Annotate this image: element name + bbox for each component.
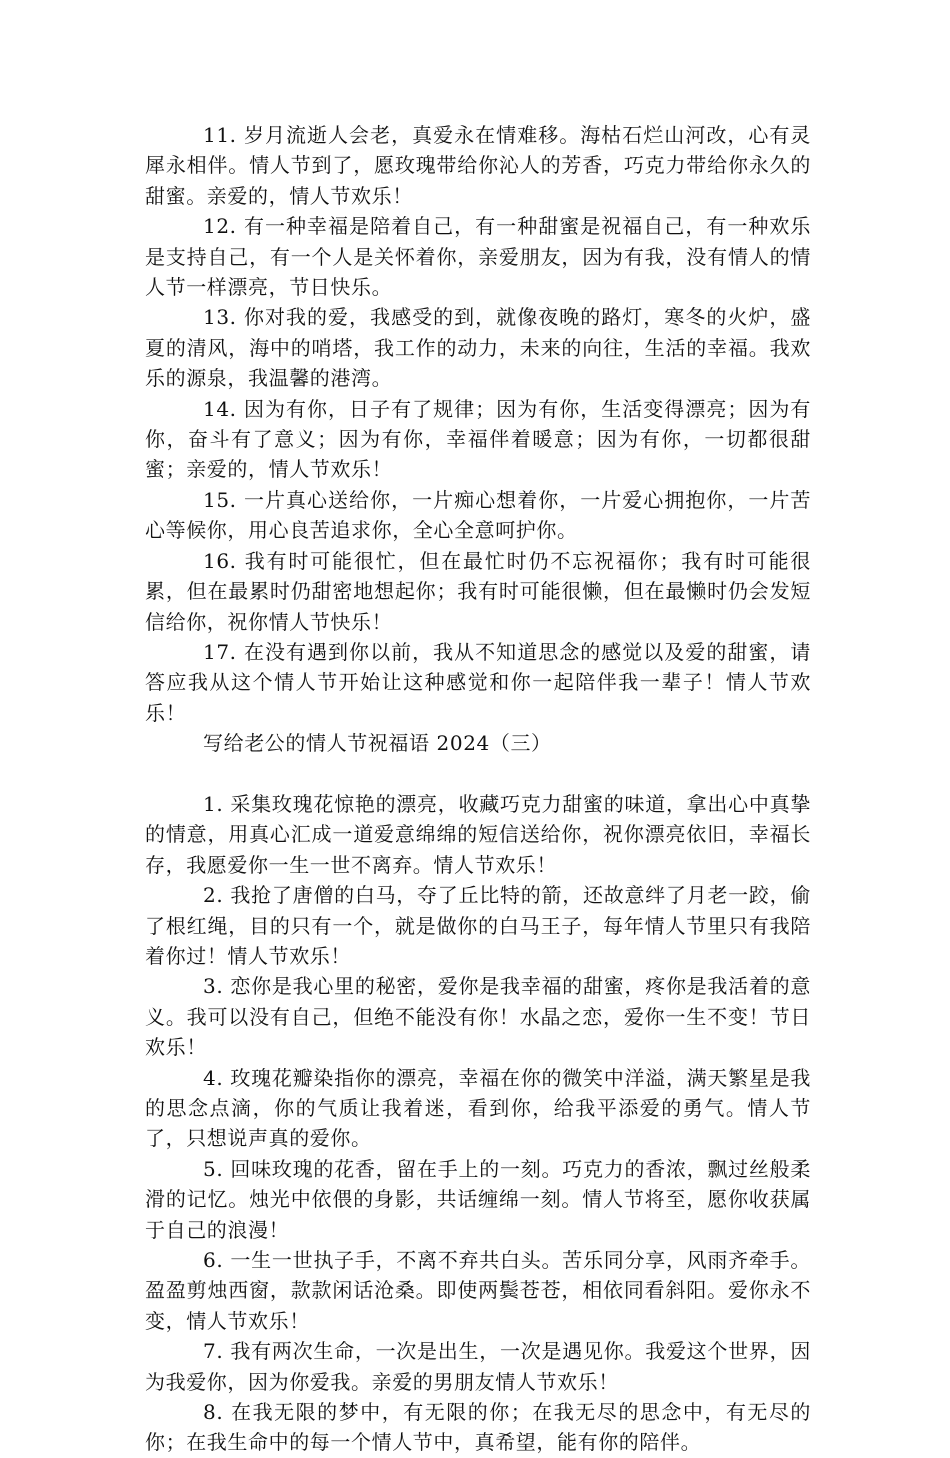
- wish-item-17: 17. 在没有遇到你以前，我从不知道思念的感觉以及爱的甜蜜，请答应我从这个情人节开始让这种感觉和你一起陪伴我一辈子！情人节欢乐！: [145, 639, 811, 725]
- wish-item-1: 1. 采集玫瑰花惊艳的漂亮，收藏巧克力甜蜜的味道，拿出心中真挚的情意，用真心汇成一道爱意绵绵的短信送给你，祝你漂亮依旧，幸福长存，我愿爱你一生一世不离弃。情人节欢乐！: [145, 791, 811, 877]
- wish-item-5: 5. 回味玫瑰的花香，留在手上的一刻。巧克力的香浓，飘过丝般柔滑的记忆。烛光中依偎的身影，共话缠绵一刻。情人节将至，愿你收获属于自己的浪漫！: [145, 1156, 811, 1242]
- wish-item-12: 12. 有一种幸福是陪着自己，有一种甜蜜是祝福自己，有一种欢乐是支持自己，有一个人是关怀着你，亲爱朋友，因为有我，没有情人的情人节一样漂亮，节日快乐。: [145, 214, 811, 300]
- blank-line: [145, 759, 811, 789]
- wish-item-8: 8. 在我无限的梦中，有无限的你；在我无尽的思念中，有无尽的你；在我生命中的每一个情人节中，真希望，能有你的陪伴。: [145, 1400, 811, 1455]
- section-heading: 写给老公的情人节祝福语 2024（三）: [203, 731, 552, 756]
- wish-item-6: 6. 一生一世执子手，不离不弃共白头。苦乐同分享，风雨齐牵手。盈盈剪烛西窗，款款闲话沧桑。即使两鬓苍苍，相依同看斜阳。爱你永不变，情人节欢乐！: [145, 1248, 811, 1333]
- wish-item-4: 4. 玫瑰花瓣染指你的漂亮，幸福在你的微笑中洋溢，满天繁星是我的思念点滴，你的气质让我着迷，看到你，给我平添爱的勇气。情人节了，只想说声真的爱你。: [145, 1065, 811, 1151]
- wish-item-2: 2. 我抢了唐僧的白马，夺了丘比特的箭，还故意绊了月老一跤，偷了根红绳，目的只有一个，就是做你的白马王子，每年情人节里只有我陪着你过！情人节欢乐！: [145, 883, 811, 968]
- document-body: [145, 120, 811, 1458]
- wish-item-3: 3. 恋你是我心里的秘密，爱你是我幸福的甜蜜，疼你是我活着的意义。我可以没有自己，但绝不能没有你！水晶之恋，爱你一生不变！节日欢乐！: [145, 974, 811, 1060]
- wish-item-14: 14. 因为有你，日子有了规律；因为有你，生活变得漂亮；因为有你，奋斗有了意义；因为有你，幸福伴着暖意；因为有你，一切都很甜蜜；亲爱的，情人节欢乐！: [145, 396, 811, 482]
- wish-item-7: 7. 我有两次生命，一次是出生，一次是遇见你。我爱这个世界，因为我爱你，因为你爱我。亲爱的男朋友情人节欢乐！: [145, 1339, 811, 1394]
- wish-item-13: 13. 你对我的爱，我感受的到，就像夜晚的路灯，寒冬的火炉，盛夏的清风，海中的哨塔，我工作的动力，未来的向往，生活的幸福。我欢乐的源泉，我温馨的港湾。: [145, 305, 811, 391]
- wish-item-11: 11. 岁月流逝人会老，真爱永在情难移。海枯石烂山河改，心有灵犀永相伴。情人节到了，愿玫瑰带给你沁人的芳香，巧克力带给你永久的甜蜜。亲爱的，情人节欢乐！: [145, 123, 811, 208]
- wish-item-15: 15. 一片真心送给你，一片痴心想着你，一片爱心拥抱你，一片苦心等候你，用心良苦追求你，全心全意呵护你。: [145, 487, 811, 543]
- wish-item-16: 16. 我有时可能很忙，但在最忙时仍不忘祝福你；我有时可能很累，但在最累时仍甜密地想起你；我有时可能很懒，但在最懒时仍会发短信给你，祝你情人节快乐！: [145, 548, 811, 634]
